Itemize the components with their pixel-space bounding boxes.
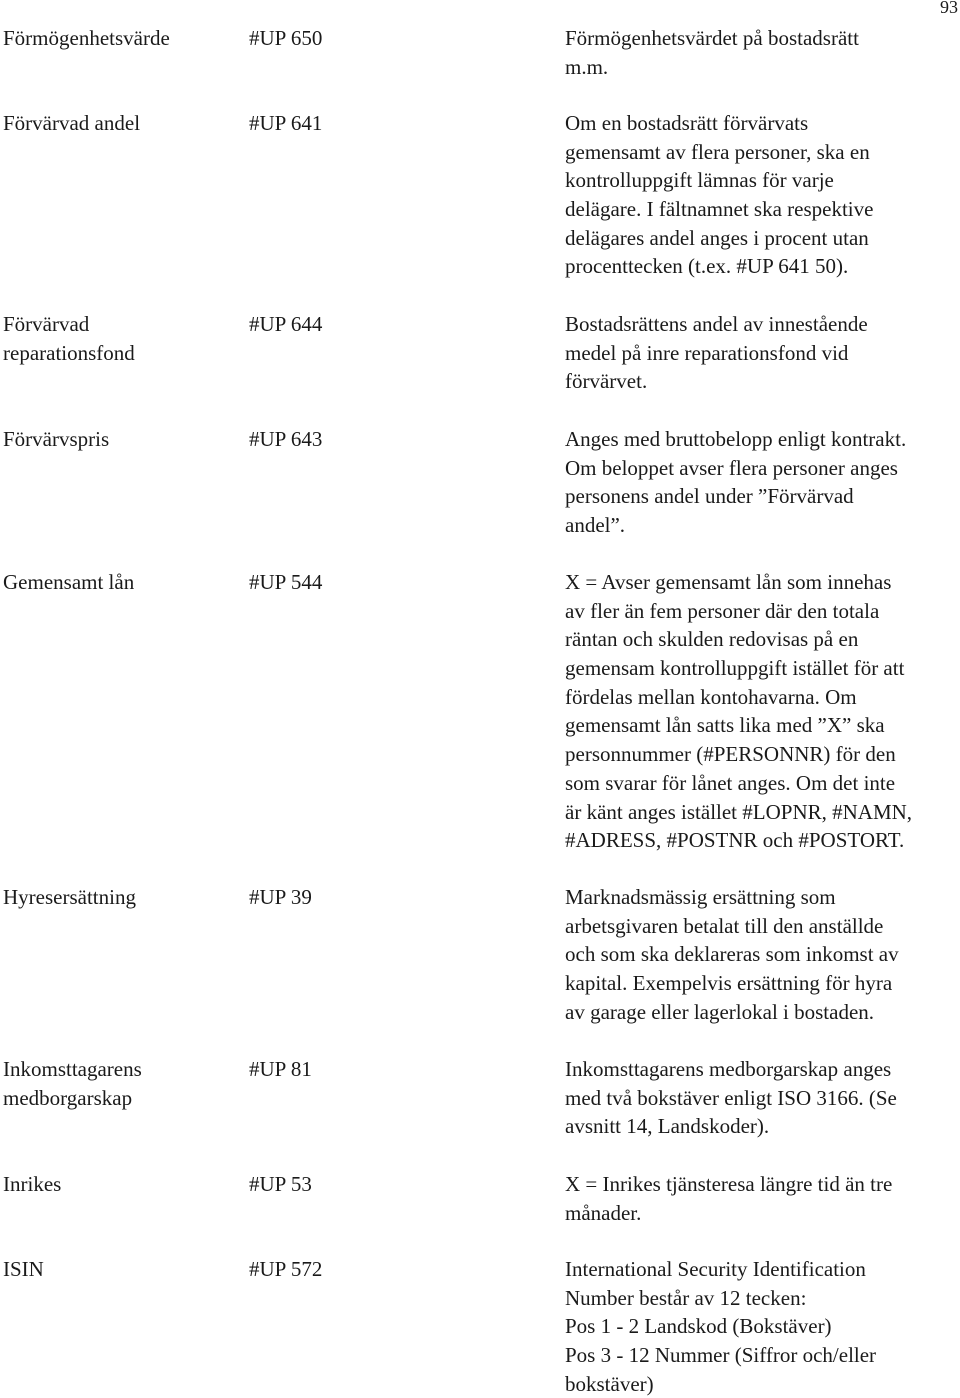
field-term-line: Inrikes (3, 1172, 62, 1196)
description-line: #ADRESS, #POSTNR och #POSTORT. (565, 828, 905, 853)
field-code: #UP 643 (249, 427, 323, 451)
field-term (3, 1055, 238, 1112)
description-line: Om en bostadsrätt förvärvats (565, 111, 809, 135)
field-term-line: Förvärvspris (3, 427, 110, 451)
description-line: Anges med bruttobelopp enligt kontrakt. (565, 427, 907, 451)
description-line: som svarar för lånet anges. Om det inte (565, 770, 896, 795)
description-line: kontrolluppgift lämnas för varje (565, 168, 834, 193)
description-line: andel”. (565, 513, 626, 538)
description-line: Pos 1 - 2 Landskod (Bokstäver) (565, 1314, 832, 1339)
field-description (565, 425, 960, 540)
field-term-line: Förvärvad andel (3, 111, 141, 135)
description-line: avsnitt 14, Landskoder). (565, 1114, 770, 1139)
field-code: #UP 572 (249, 1257, 323, 1281)
description-line: Number består av 12 tecken: (565, 1285, 807, 1310)
description-line: m.m. (565, 54, 609, 79)
field-description (565, 1170, 960, 1227)
field-term (3, 883, 238, 912)
field-term-line: ISIN (3, 1257, 44, 1281)
field-term (3, 310, 238, 367)
field-description (565, 1055, 960, 1141)
description-line: Inkomsttagarens medborgarskap anges (565, 1057, 892, 1081)
description-line: bokstäver) (565, 1371, 654, 1396)
description-line: arbetsgivaren betalat till den anställde (565, 913, 884, 938)
field-description (565, 310, 960, 396)
field-term-line: Gemensamt lån (3, 570, 135, 594)
description-line: delägare. I fältnamnet ska respektive (565, 197, 874, 222)
field-term-line: Inkomsttagarens (3, 1057, 142, 1081)
description-line: med två bokstäver enligt ISO 3166. (Se (565, 1085, 897, 1110)
description-line: gemensamt lån satts lika med ”X” ska (565, 713, 885, 738)
field-description (565, 1255, 960, 1398)
description-line: gemensam kontrolluppgift istället för att (565, 656, 905, 681)
field-term (3, 425, 238, 454)
description-line: räntan och skulden redovisas på en (565, 627, 859, 652)
field-code: #UP 39 (249, 885, 312, 909)
field-code: #UP 544 (249, 570, 323, 594)
description-line: och som ska deklareras som inkomst av (565, 942, 899, 967)
description-line: av garage eller lagerlokal i bostaden. (565, 999, 875, 1024)
field-code: #UP 53 (249, 1172, 312, 1196)
description-line: Förmögenhetsvärdet på bostadsrätt (565, 26, 859, 50)
field-term-line: reparationsfond (3, 340, 135, 365)
description-line: månader. (565, 1200, 642, 1225)
field-description (565, 109, 960, 281)
description-line: Pos 3 - 12 Nummer (Siffror och/eller (565, 1343, 877, 1368)
description-line: Om beloppet avser flera personer anges (565, 455, 898, 480)
field-term (3, 568, 238, 597)
description-line: kapital. Exempelvis ersättning för hyra (565, 971, 893, 996)
description-line: medel på inre reparationsfond vid (565, 340, 849, 365)
description-line: Bostadsrättens andel av innestående (565, 312, 868, 336)
description-line: procenttecken (t.ex. #UP 641 50). (565, 254, 849, 279)
page-number: 93 (940, 0, 958, 17)
description-line: Marknadsmässig ersättning som (565, 885, 836, 909)
description-line: personnummer (#PERSONNR) för den (565, 742, 896, 767)
field-term-line: Förvärvad (3, 312, 90, 336)
field-term-line: Hyresersättning (3, 885, 136, 909)
description-line: fördelas mellan kontohavarna. Om (565, 684, 857, 709)
description-line: förvärvet. (565, 369, 648, 394)
description-line: X = Avser gemensamt lån som innehas (565, 570, 892, 594)
field-code: #UP 650 (249, 26, 323, 50)
field-code: #UP 81 (249, 1057, 312, 1081)
field-description (565, 883, 960, 1026)
field-term (3, 24, 238, 53)
description-line: International Security Identification (565, 1257, 866, 1281)
field-description (565, 568, 960, 855)
description-line: delägares andel anges i procent utan (565, 225, 869, 250)
description-line: gemensamt av flera personer, ska en (565, 139, 870, 164)
description-line: X = Inrikes tjänsteresa längre tid än tre (565, 1172, 893, 1196)
field-description (565, 24, 960, 81)
description-line: är känt anges istället #LOPNR, #NAMN, (565, 799, 913, 824)
field-code: #UP 641 (249, 111, 323, 135)
field-term (3, 1255, 238, 1284)
description-line: personens andel under ”Förvärvad (565, 484, 854, 509)
field-code: #UP 644 (249, 312, 323, 336)
description-line: av fler än fem personer där den totala (565, 598, 880, 623)
field-term (3, 1170, 238, 1199)
field-term-line: medborgarskap (3, 1085, 133, 1110)
field-term-line: Förmögenhetsvärde (3, 26, 170, 50)
field-term (3, 109, 238, 138)
